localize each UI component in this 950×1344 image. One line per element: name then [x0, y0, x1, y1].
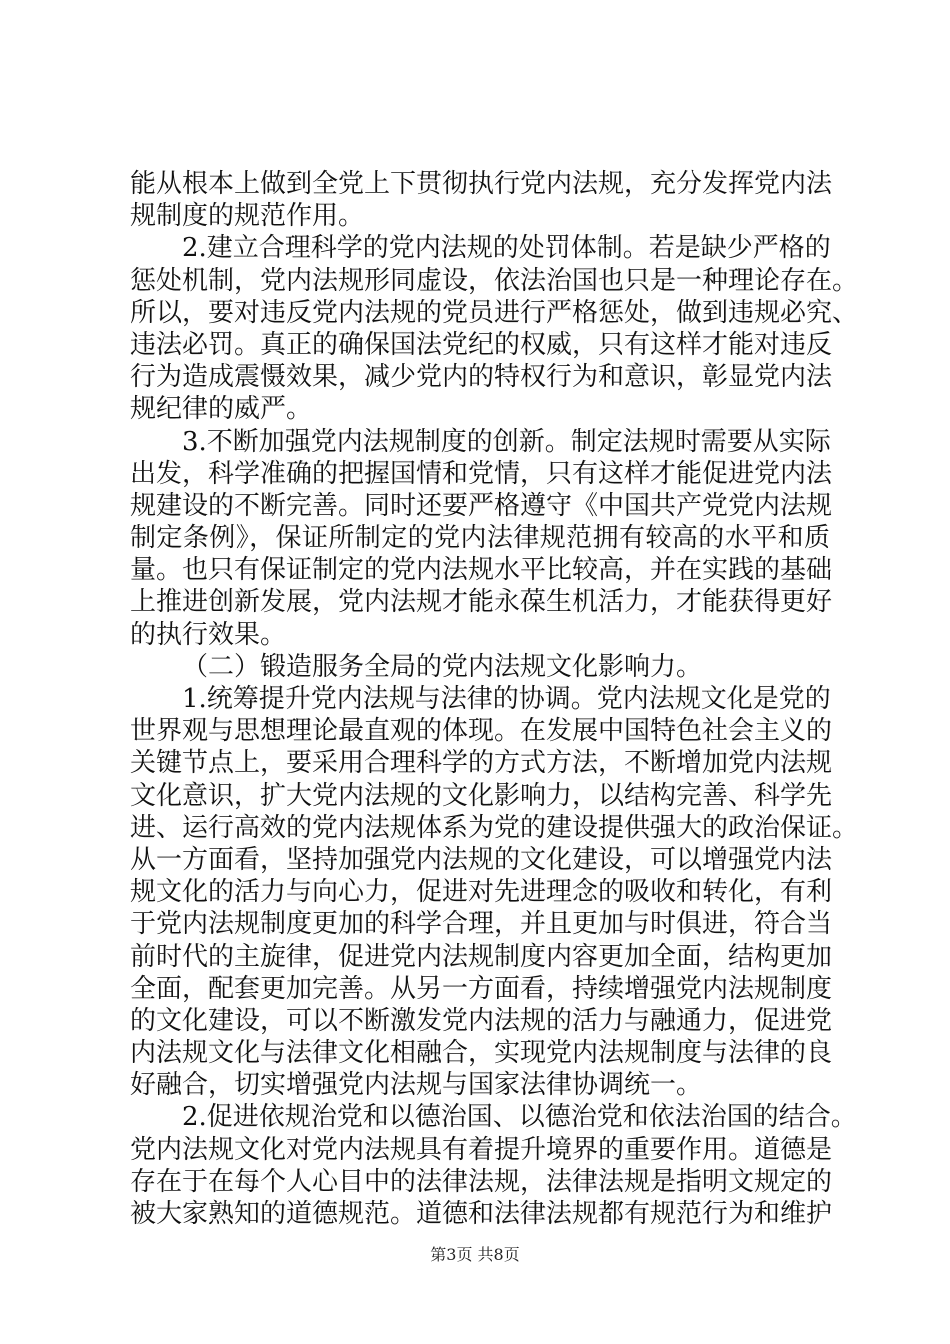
page-footer: 第3页 共8页 [430, 1245, 520, 1264]
numbered-paragraph-start: 3.不断加强党内法规制度的创新。制定法规时需要从实际 [182, 426, 831, 457]
text-line: 关键节点上，要采用合理科学的方式方法，不断增加党内法规 [130, 748, 833, 779]
text-line: 世界观与思想理论最直观的体现。在发展中国特色社会主义的 [130, 716, 833, 747]
section-heading: （二）锻造服务全局的党内法规文化影响力。 [182, 651, 703, 682]
text-line: 行为造成震慑效果，减少党内的特权行为和意识，彰显党内法 [130, 362, 833, 393]
text-line: 上推进创新发展，党内法规才能永葆生机活力，才能获得更好 [130, 587, 833, 618]
text-line: 规文化的活力与向心力，促进对先进理念的吸收和转化，有利 [130, 877, 833, 908]
text-line: 量。也只有保证制定的党内法规水平比较高，并在实践的基础 [130, 555, 833, 586]
text-line: 全面，配套更加完善。从另一方面看，持续增强党内法规制度 [130, 973, 833, 1004]
text-line: 规制度的规范作用。 [130, 201, 365, 232]
text-line: 党内法规文化对党内法规具有着提升境界的重要作用。道德是 [130, 1134, 833, 1165]
text-line: 所以，要对违反党内法规的党员进行严格惩处，做到违规必究、 [130, 297, 859, 328]
numbered-paragraph-start: 2.促进依规治党和以德治国、以德治党和依法治国的结合。 [182, 1102, 857, 1133]
text-line: 好融合，切实增强党内法规与国家法律协调统一。 [130, 1070, 703, 1101]
text-line: 的文化建设，可以不断激发党内法规的活力与融通力，促进党 [130, 1005, 833, 1036]
text-line: 文化意识，扩大党内法规的文化影响力，以结构完善、科学先 [130, 780, 833, 811]
text-line: 出发，科学准确的把握国情和党情，只有这样才能促进党内法 [130, 458, 833, 489]
text-line: 的执行效果。 [130, 619, 287, 650]
text-line: 进、运行高效的党内法规体系为党的建设提供强大的政治保证。 [130, 812, 859, 843]
text-line: 内法规文化与法律文化相融合，实现党内法规制度与法律的良 [130, 1038, 833, 1069]
text-line: 能从根本上做到全党上下贯彻执行党内法规，充分发挥党内法 [130, 169, 833, 199]
numbered-paragraph-start: 2.建立合理科学的党内法规的处罚体制。若是缺少严格的 [182, 233, 831, 264]
text-line: 前时代的主旋律，促进党内法规制度内容更加全面，结构更加 [130, 941, 833, 972]
text-line: 于党内法规制度更加的科学合理，并且更加与时俱进，符合当 [130, 909, 833, 940]
text-line: 从一方面看，坚持加强党内法规的文化建设，可以增强党内法 [130, 844, 833, 875]
text-line: 规纪律的威严。 [130, 394, 313, 425]
text-line: 规建设的不断完善。同时还要严格遵守《中国共产党党内法规 [130, 490, 833, 521]
document-body [130, 168, 859, 1230]
text-line: 违法必罚。真正的确保国法党纪的权威，只有这样才能对违反 [130, 329, 833, 360]
text-line: 存在于在每个人心目中的法律法规，法律法规是指明文规定的 [130, 1166, 833, 1197]
text-line: 被大家熟知的道德规范。道德和法律法规都有规范行为和维护 [130, 1199, 833, 1229]
text-line: 制定条例》，保证所制定的党内法律规范拥有较高的水平和质 [130, 523, 830, 554]
text-line: 惩处机制，党内法规形同虚设，依法治国也只是一种理论存在。 [130, 265, 859, 296]
numbered-paragraph-start: 1.统筹提升党内法规与法律的协调。党内法规文化是党的 [182, 684, 831, 714]
